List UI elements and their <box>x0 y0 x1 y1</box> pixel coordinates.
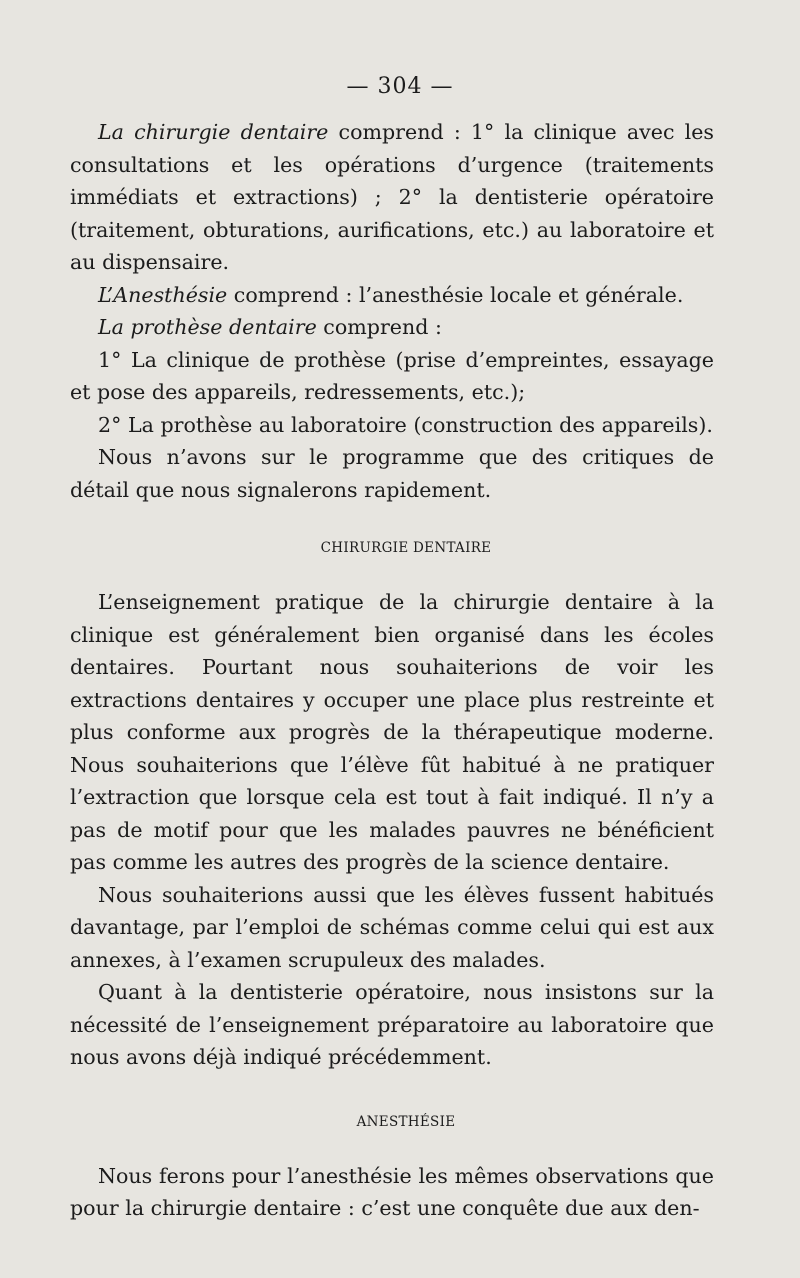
paragraph-text: comprend : <box>316 315 442 339</box>
page-body <box>70 116 714 1225</box>
paragraph-prothese-laboratoire: 2° La prothèse au laboratoire (construction des appareils). <box>98 412 713 437</box>
term-anesthesie: L’Anesthésie <box>98 282 228 307</box>
paragraph-enseignement-pratique: L’enseignement pratique de la chirurgie dentaire à la clinique est généralement bien organisé dans les écoles dentaires. Pourtant nous souhaiterions de voir les extractions dentaires y occuper une place plus restreinte et plus conforme aux progrès de la thérapeutique moderne. Nous souhaiterions que l’élève fût habitué à ne pratiquer l’extraction que lorsque cela est tout à fait indiqué. Il n’y a pas de motif pour que les malades pauvres ne bénéficient pas comme les autres des progrès de la science dentaire. <box>70 590 714 874</box>
paragraph-dentisterie-operatoire: Quant à la dentisterie opératoire, nous insistons sur la nécessité de l’enseignement préparatoire au laboratoire que nous avons déjà indiqué précédemment. <box>70 980 714 1069</box>
paragraph-text: comprend : l’anesthésie locale et générale. <box>227 282 684 307</box>
paragraph-text: comprend : 1° la clinique avec les consultations et les opérations d’urgence (traitements immédiats et extractions) ; 2° la dentisterie opératoire (traitement, obturations, aurifications, etc.) au laboratoire et au dispensaire. <box>70 120 714 274</box>
section-heading-anesthesie: ANESTHÉSIE <box>356 1113 456 1130</box>
paragraph-anesthesie-observations: Nous ferons pour l’anesthésie les mêmes observations que pour la chirurgie dentaire : c’est une conquête due aux den- <box>70 1163 714 1220</box>
paragraph-anesthesie <box>70 279 714 312</box>
paragraph-critiques: Nous n’avons sur le programme que des critiques de détail que nous signalerons rapidement. <box>70 445 714 502</box>
paragraph-schemas: Nous souhaiterions aussi que les élèves fussent habitués davantage, par l’emploi de schémas comme celui qui est aux annexes, à l’examen scrupuleux des malades. <box>70 882 714 972</box>
term-chirurgie-dentaire: La chirurgie dentaire <box>98 120 329 144</box>
page-number: — 304 — <box>346 74 454 99</box>
section-heading-chirurgie: CHIRURGIE DENTAIRE <box>320 540 492 556</box>
paragraph-prothese <box>70 311 714 344</box>
term-prothese-dentaire: La prothèse dentaire <box>98 315 317 339</box>
paragraph-clinique-prothese: 1° La clinique de prothèse (prise d’empreintes, essayage et pose des appareils, redressements, etc.); <box>70 347 714 404</box>
paragraph-chirurgie-dentaire <box>70 116 714 279</box>
